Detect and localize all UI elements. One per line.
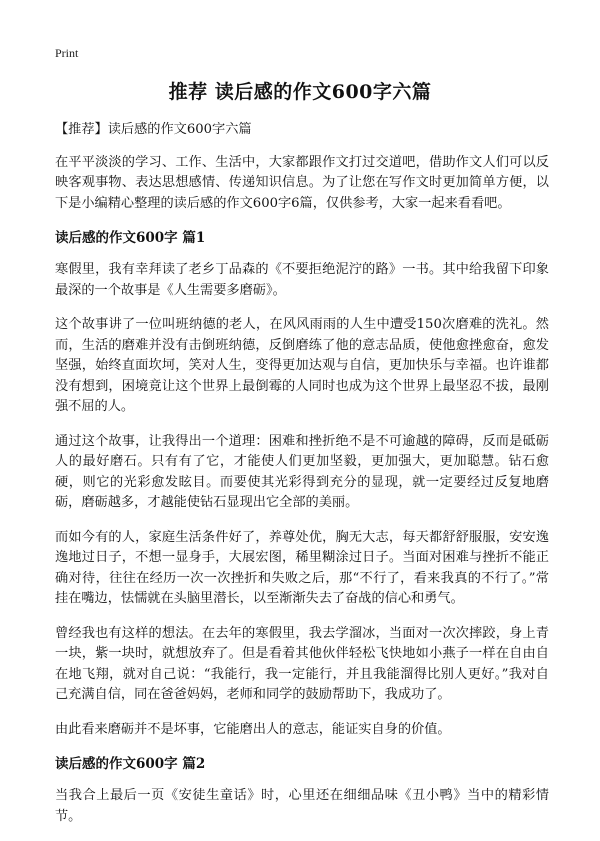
print-link[interactable]: Print [55, 46, 79, 60]
section-heading-2: 读后感的作文600字 篇2 [55, 756, 206, 772]
section-1-paragraph-5: 曾经我也有这样的想法。在去年的寒假里，我去学溜冰，当面对一次次摔跤，身上青一块，紫一块时，就想放弃了。但是看着其他伙伴轻松飞快地如小燕子一样在自由自在地飞翔，就对自己说：“我能行，我一定能行，并且我能溜得比别人更好。”我对自己充满自信，同在爸爸妈妈，老师和同学的鼓励帮助下，我成功了。 [55, 625, 549, 702]
section-heading-1: 读后感的作文600字 篇1 [55, 230, 206, 246]
article-body [55, 120, 549, 841]
section-1-paragraph-6: 由此看来磨砺并不是坏事，它能磨出人的意志，能证实自身的价值。 [55, 721, 451, 737]
section-1-paragraph-1: 寒假里，我有幸拜读了老乡丁品森的《不要拒绝泥泞的路》一书。其中给我留下印象最深的一个故事是《人生需要多磨砺》。 [55, 262, 549, 298]
section-1-paragraph-2: 这个故事讲了一位叫班纳德的老人，在风风雨雨的人生中遭受150次磨难的洗礼。然而，生活的磨难并没有击倒班纳德，反倒磨练了他的意志品质，使他愈挫愈奋，愈发坚强，始终直面坎坷，笑对人生，变得更加达观与自信，更加快乐与幸福。也许谁都没有想到，困境竟让这个世界上最倒霉的人同时也成为这个世界上最坚忍不拔，最刚强不屈的人。 [55, 317, 549, 414]
section-1-paragraph-3: 通过这个故事，让我得出一个道理：困难和挫折绝不是不可逾越的障碍，反而是砥砺人的最好磨石。只有有了它，才能使人们更加坚毅，更加强大，更加聪慧。钻石愈硬，则它的光彩愈发眩目。而要使其光彩得到充分的显现，就一定要经过反复地磨砺，磨砺越多，才越能使钻石显现出它全部的美丽。 [55, 433, 549, 510]
intro-paragraph: 在平平淡淡的学习、工作、生活中，大家都跟作文打过交道吧，借助作文人们可以反映客观事物、表达思想感情、传递知识信息。为了让您在写作文时更加简单方便，以下是小编精心整理的读后感的作文600字6篇，仅供参考，大家一起来看看吧。 [55, 154, 549, 211]
section-1-paragraph-4: 而如今有的人，家庭生活条件好了，养尊处优，胸无大志，每天都舒舒服服，安安逸逸地过日子，不想一显身手，大展宏图，稀里糊涂过日子。当面对困难与挫折不能正确对待，往往在经历一次一次挫折和失败之后，那“不行了，看来我真的不行了。”常挂在嘴边，怯懦就在头脑里潜长，以至渐渐失去了奋战的信心和勇气。 [55, 529, 549, 606]
section-2-paragraph-1: 当我合上最后一页《安徒生童话》时，心里还在细细品味《丑小鸭》当中的精彩情节。 [55, 788, 549, 824]
page-title: 推荐 读后感的作文600字六篇 [168, 81, 432, 103]
lead-line: 【推荐】读后感的作文600字六篇 [55, 122, 252, 137]
